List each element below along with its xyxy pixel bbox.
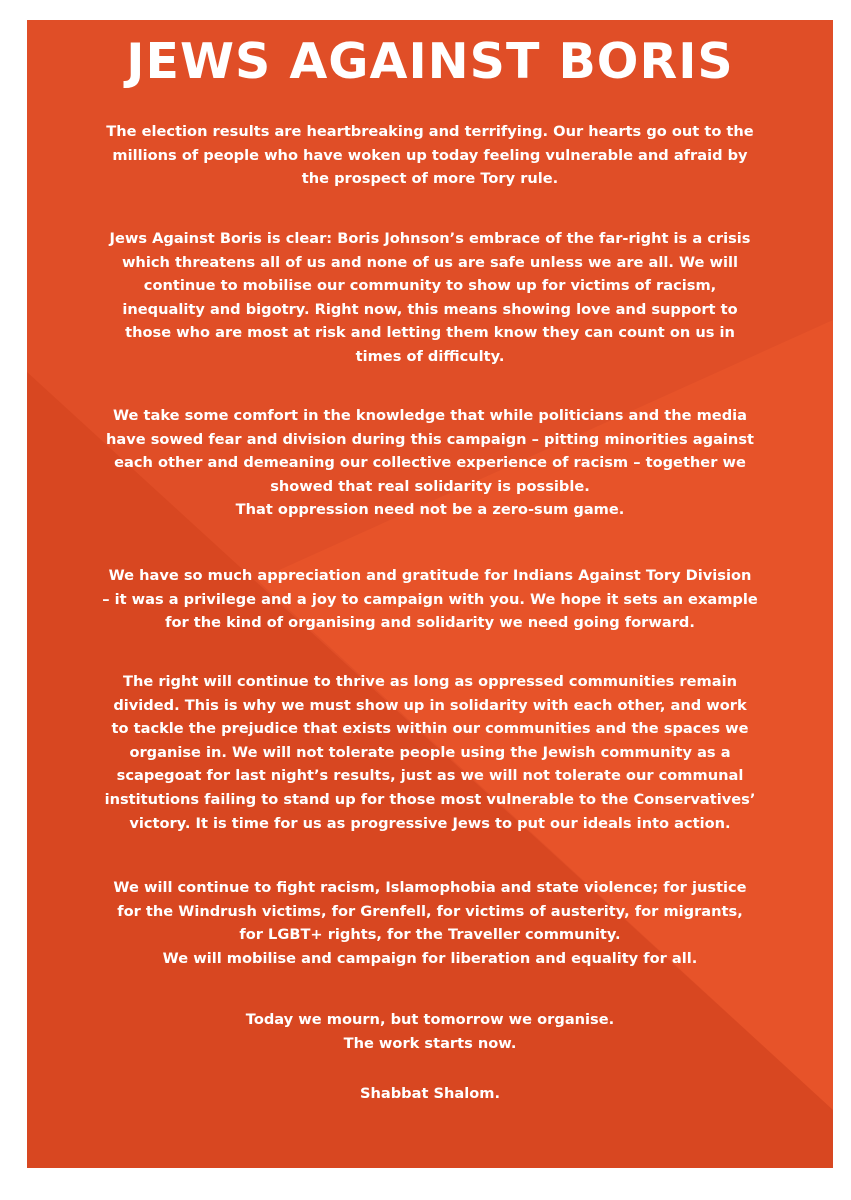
text-line: Shabbat Shalom. (359, 1085, 501, 1102)
text-line: inequality and bigotry. Right now, this means showing love and support to (122, 300, 738, 318)
text-line: the prospect of more Tory rule. (301, 170, 559, 188)
text-line: The right will continue to thrive as long as oppressed communities remain (123, 673, 737, 690)
text-line: We will mobilise and campaign for liberation and equality for all. (162, 949, 698, 967)
text-line: have sowed fear and division during this campaign – pitting minorities against (105, 430, 754, 448)
page-title: JEWS AGAINST BORIS (126, 33, 734, 90)
paragraph-sign-off (31, 1082, 829, 1106)
paragraph-comfort (31, 404, 829, 522)
text-line: – it was a privilege and a joy to campaign with you. We hope it sets an example (102, 590, 758, 608)
paragraph-statement (31, 227, 829, 369)
text-line: divided. This is why we must show up in solidarity with each other, and work (113, 696, 747, 714)
text-line: for the Windrush victims, for Grenfell, for victims of austerity, for migrants, (117, 902, 743, 920)
text-line: That oppression need not be a zero-sum game. (235, 501, 625, 519)
text-line: Today we mourn, but tomorrow we organise. (245, 1011, 615, 1028)
text-line: We have so much appreciation and gratitude for Indians Against Tory Division (108, 567, 752, 584)
text-line: for the kind of organising and solidarity we need going forward. (165, 614, 695, 632)
text-line: to tackle the prejudice that exists within our communities and the spaces we (111, 720, 749, 738)
text-line: for LGBT+ rights, for the Traveller community. (239, 926, 621, 944)
paragraph-election-results (31, 120, 829, 191)
text-line: We take some comfort in the knowledge that while politicians and the media (112, 407, 748, 424)
text-line: which threatens all of us and none of us are safe unless we are all. We will (121, 253, 739, 271)
poster (27, 20, 833, 1168)
paragraph-mourn (31, 1008, 829, 1055)
text-line: times of difficulty. (355, 347, 505, 365)
text-line: scapegoat for last night’s results, just as we will not tolerate our communal (116, 767, 744, 785)
text-line: victory. It is time for us as progressive Jews to put our ideals into action. (129, 814, 731, 832)
paragraph-fight (31, 876, 829, 970)
text-line: organise in. We will not tolerate people using the Jewish community as a (129, 743, 731, 761)
text-line: institutions failing to stand up for those most vulnerable to the Conservatives’ (104, 790, 756, 808)
text-line: The election results are heartbreaking and terrifying. Our hearts go out to the (106, 123, 754, 140)
text-line: each other and demeaning our collective experience of racism – together we (114, 454, 746, 472)
text-line: The work starts now. (343, 1034, 517, 1052)
paragraph-solidarity (31, 670, 829, 835)
text-line: continue to mobilise our community to show up for victims of racism, (143, 277, 717, 295)
text-line: Jews Against Boris is clear: Boris Johnson’s embrace of the far-right is a crisis (109, 230, 751, 247)
text-line: those who are most at risk and letting them know they can count on us in (125, 324, 735, 342)
text-line: We will continue to fight racism, Islamophobia and state violence; for justice (113, 879, 747, 896)
document-content (27, 20, 833, 1168)
paragraph-gratitude (31, 564, 829, 635)
text-line: showed that real solidarity is possible. (270, 477, 590, 495)
text-line: millions of people who have woken up today feeling vulnerable and afraid by (112, 146, 748, 164)
